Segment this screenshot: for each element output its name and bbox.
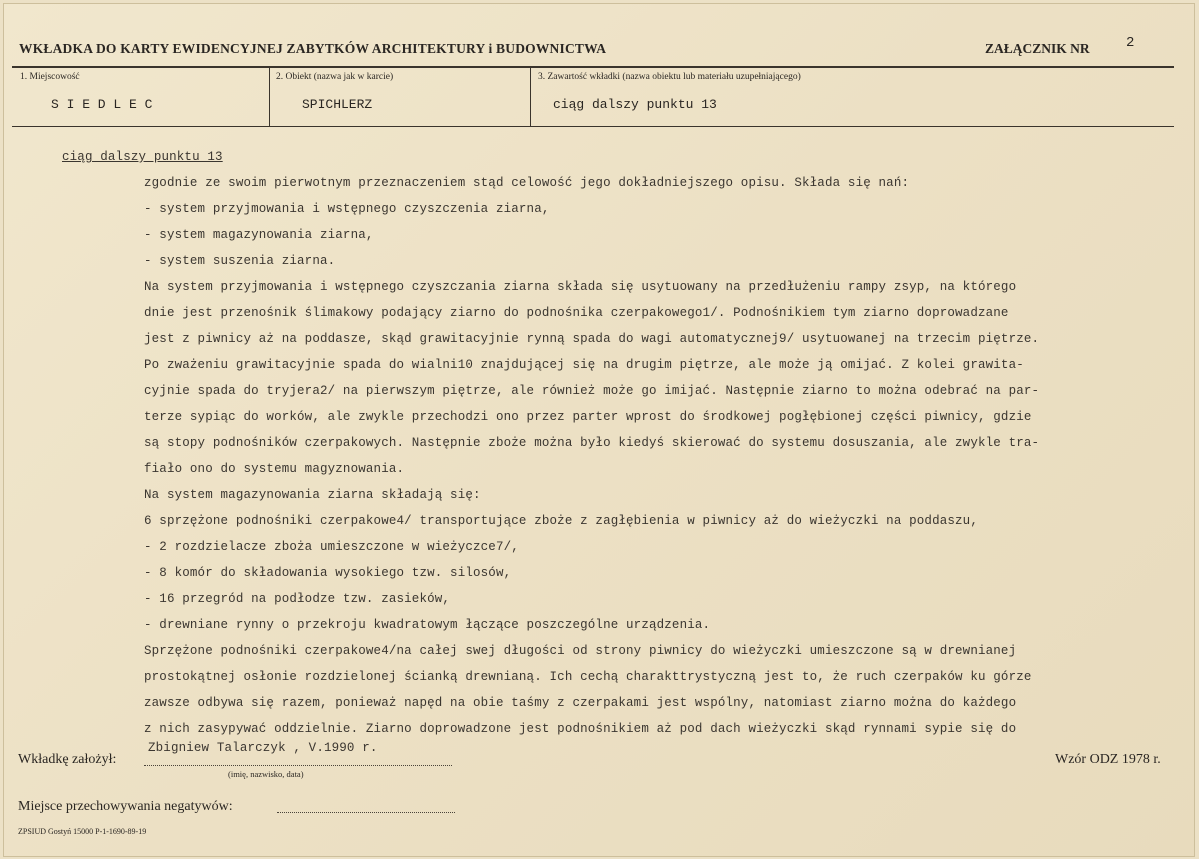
field-divider: [530, 68, 531, 126]
body-line: Po zważeniu grawitacyjnie spada do wialni10 znajdującej się na drugim piętrze, ale może ją omijać. Z kolei grawita-: [144, 358, 1024, 372]
body-line: - drewniane rynny o przekroju kwadratowym łączące poszczególne urządzenia.: [144, 618, 711, 632]
body-line: są stopy podnośników czerpakowych. Następnie zboże można było kiedyś skierować do systemu dosuszania, ale zwykle tra-: [144, 436, 1040, 450]
body-line: 6 sprzężone podnośniki czerpakowe4/ transportujące zboże z zagłębienia w piwnicy aż do wieżyczki na poddaszu,: [144, 514, 978, 528]
body-line: - 2 rozdzielacze zboża umieszczone w wieżyczce7/,: [144, 540, 519, 554]
object-label: 2. Obiekt (nazwa jak w karcie): [276, 72, 394, 82]
fields-rule: [12, 126, 1174, 127]
body-line: fiało ono do systemu magyznowania.: [144, 462, 405, 476]
body-line: Na system magazynowania ziarna składają się:: [144, 488, 481, 502]
body-line: - 8 komór do składowania wysokiego tzw. silosów,: [144, 566, 512, 580]
author-label: Wkładkę założył:: [18, 752, 117, 767]
body-line: - system suszenia ziarna.: [144, 254, 336, 268]
place-value: S I E D L E C: [51, 97, 153, 112]
body-heading: ciąg dalszy punktu 13: [62, 150, 223, 164]
body-line: - system magazynowania ziarna,: [144, 228, 374, 242]
annex-number: 2: [1126, 35, 1135, 51]
body-line: cyjnie spada do tryjera2/ na pierwszym piętrze, ale również może go imijać. Następnie ziarno to można odebrać na par-: [144, 384, 1040, 398]
negatives-dotted-line: [277, 812, 455, 813]
header-rule: [12, 66, 1174, 68]
body-line: Na system przyjmowania i wstępnego czyszczania ziarna składa się usytuowany na przedłużeniu rampy zsyp, na którego: [144, 280, 1017, 294]
field-divider: [269, 68, 270, 126]
body-line: zgodnie ze swoim pierwotnym przeznaczeniem stąd celowość jego dokładniejszego opisu. Składa się nań:: [144, 176, 910, 190]
body-line: - system przyjmowania i wstępnego czyszczenia ziarna,: [144, 202, 550, 216]
form-title: WKŁADKA DO KARTY EWIDENCYJNEJ ZABYTKÓW ARCHITEKTURY i BUDOWNICTWA: [19, 41, 607, 56]
annex-label: ZAŁĄCZNIK NR: [985, 41, 1090, 56]
body-line: Sprzężone podnośniki czerpakowe4/na całej swej długości od strony piwnicy do wieżyczki umieszczone są w drewnianej: [144, 644, 1017, 658]
author-dotted-line: [144, 765, 452, 766]
content-value: ciąg dalszy punktu 13: [553, 97, 717, 112]
negatives-label: Miejsce przechowywania negatywów:: [18, 799, 233, 814]
body-line: zawsze odbywa się razem, ponieważ napęd na obie taśmy z czerpakami jest wspólny, natomiast ziarno można do każdego: [144, 696, 1017, 710]
body-line: dnie jest przenośnik ślimakowy podający ziarno do podnośnika czerpakowego1/. Podnośnikiem tym ziarno doprowadzane: [144, 306, 1009, 320]
place-label: 1. Miejscowość: [20, 72, 80, 82]
body-line: terze sypiąc do worków, ale zwykle przechodzi ono przez parter wprost do środkowej pogłębionej części piwnicy, gdzie: [144, 410, 1032, 424]
template-label: Wzór ODZ 1978 r.: [1055, 752, 1161, 767]
body-line: jest z piwnicy aż na poddasze, skąd grawitacyjnie rynną spada do wagi automatycznej9/ usytuowanej na trzecim piętrze.: [144, 332, 1040, 346]
body-line: prostokątnej osłonie rozdzielonej ścianką drewnianą. Ich cechą charakttrystyczną jest to, że ruch czerpaków ku górze: [144, 670, 1032, 684]
author-hint: (imię, nazwisko, data): [228, 769, 304, 779]
body-line: - 16 przegród na podłodze tzw. zasieków,: [144, 592, 451, 606]
body-line: z nich zasypywać oddzielnie. Ziarno doprowadzone jest podnośnikiem aż pod dach wieżyczki skąd rynnami sypie się do: [144, 722, 1017, 736]
object-value: SPICHLERZ: [302, 97, 373, 112]
content-label: 3. Zawartość wkładki (nazwa obiektu lub materiału uzupełniającego): [538, 72, 801, 82]
printer-imprint: ZPSIUD Gostyń 15000 P-1-1690-89-19: [18, 827, 147, 836]
author-value: Zbigniew Talarczyk , V.1990 r.: [148, 741, 378, 755]
